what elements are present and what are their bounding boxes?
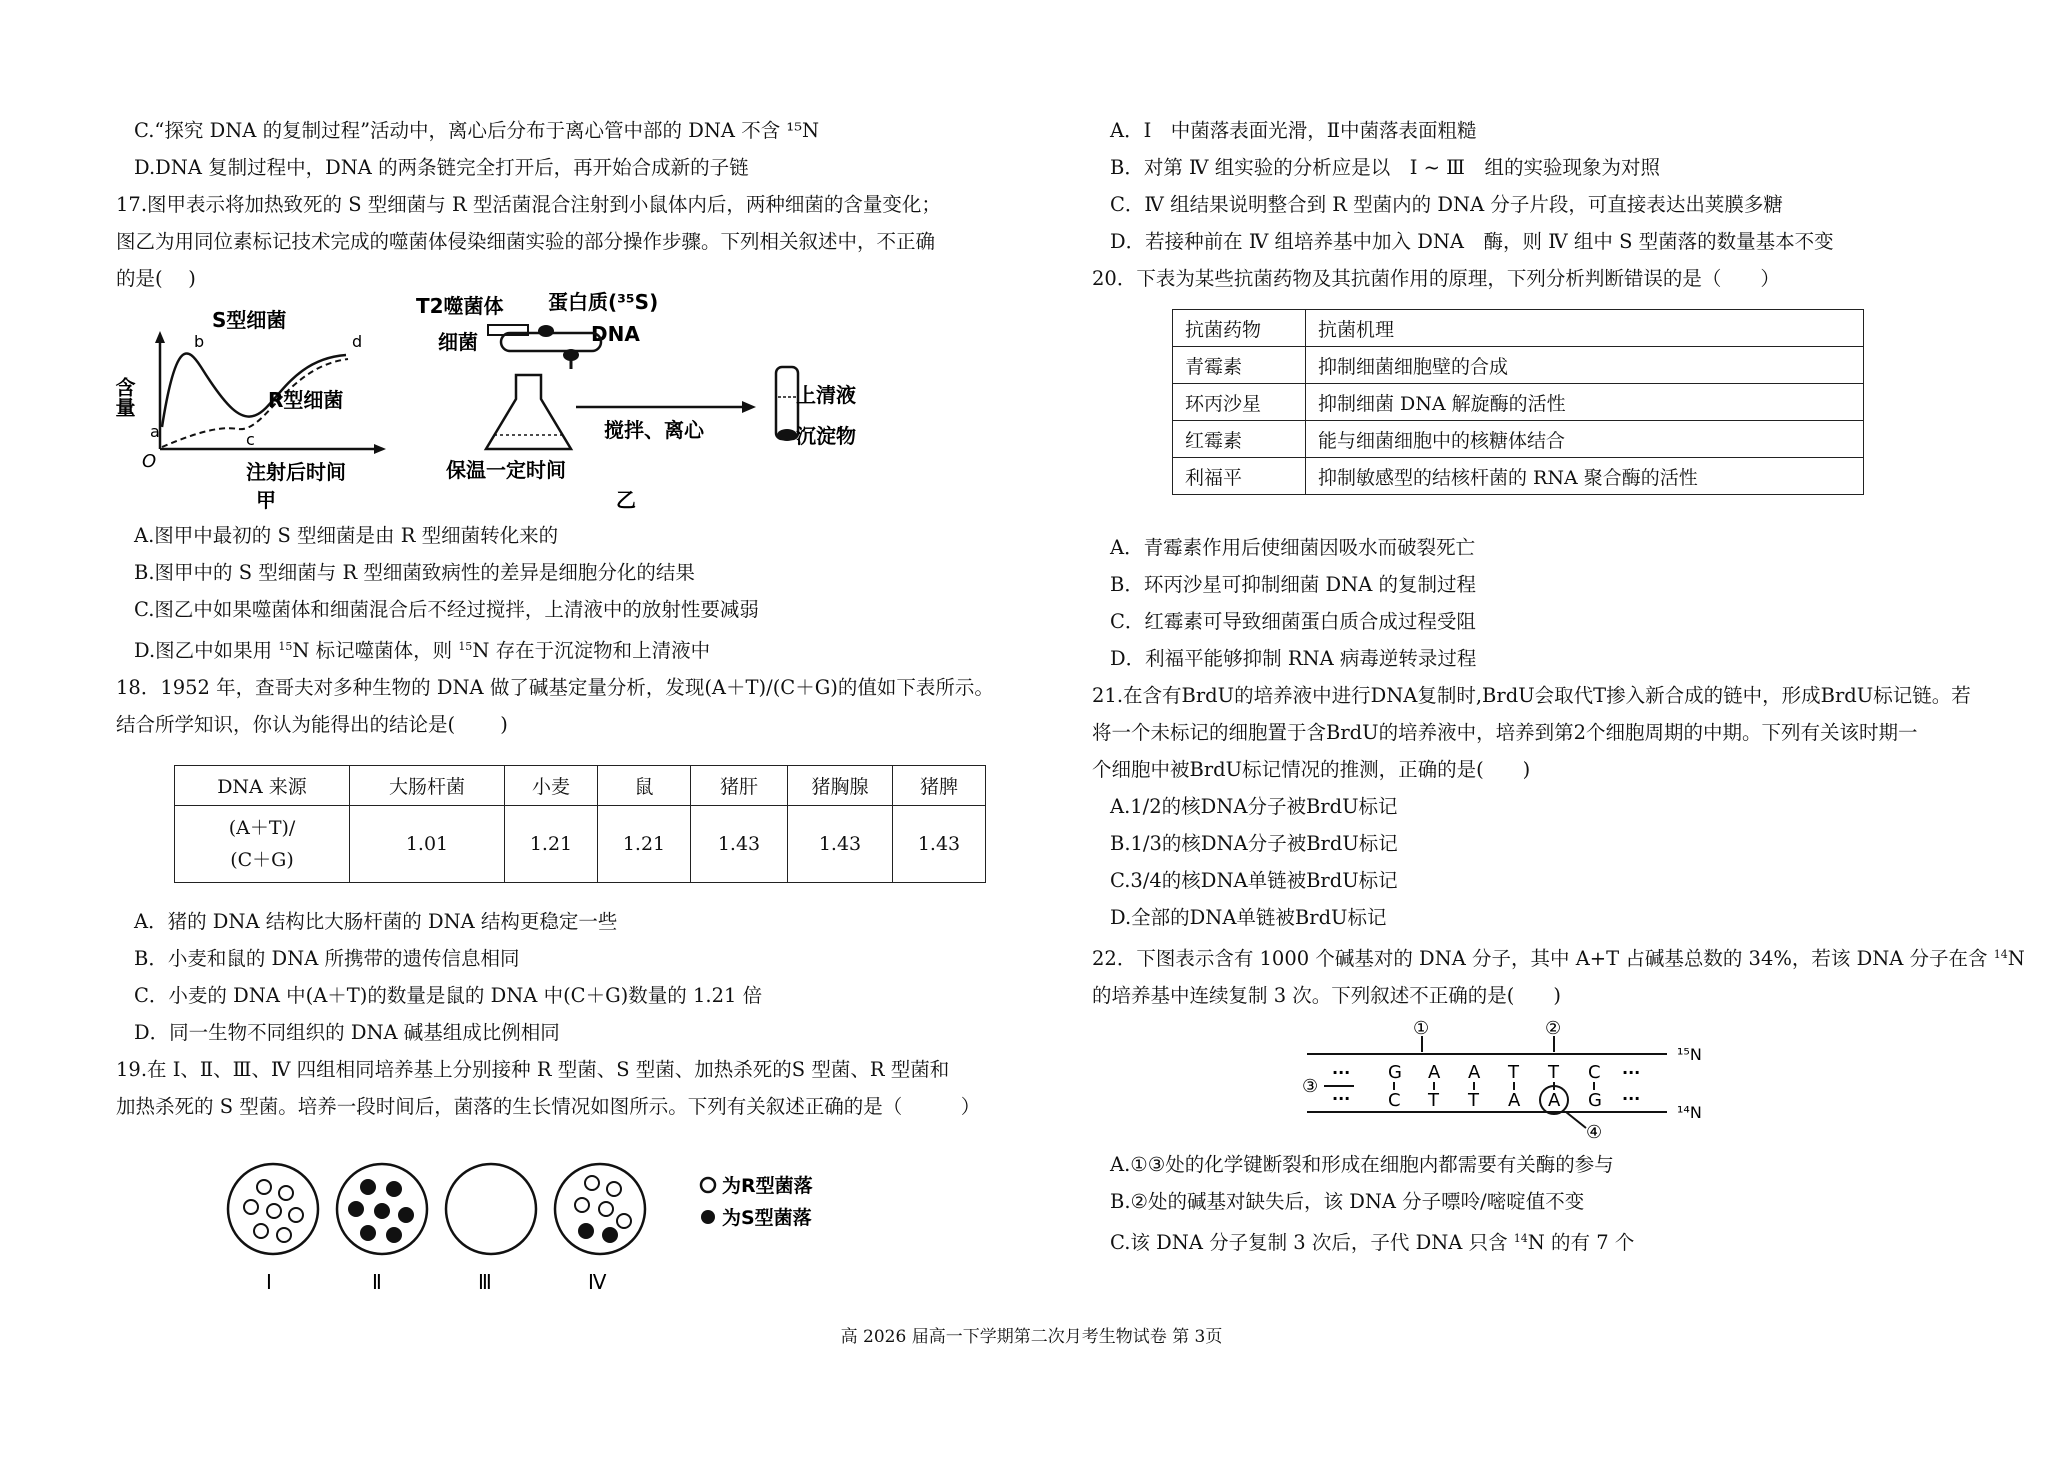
mark-3: ③: [1302, 1076, 1319, 1097]
s-colony: [348, 1201, 364, 1217]
q20-table: [1172, 309, 1864, 495]
bottom-bases: [1388, 1090, 1602, 1111]
right-column: [1092, 112, 2025, 1261]
q19-figure-svg: [116, 1159, 836, 1309]
legend-r-label: 为R型菌落: [722, 1175, 813, 1197]
plate-4-label: Ⅳ: [588, 1270, 607, 1294]
q17d-text-2: N 标记噬菌体，则: [292, 639, 459, 662]
base-bottom: T: [1468, 1090, 1479, 1111]
plate-1: [228, 1164, 318, 1294]
q20-cell: 红霉素: [1173, 421, 1306, 458]
base-top: G: [1388, 1062, 1402, 1083]
q18-row-label-1: (A＋T)/: [228, 817, 296, 839]
yi-phage-1: [538, 325, 554, 337]
q18-header-cell: 猪肝: [691, 766, 788, 806]
jia-r-label: R型细菌: [268, 388, 344, 412]
q18-header-cell: 猪脾: [893, 766, 986, 806]
q18-table: [174, 765, 986, 883]
r-colony: [254, 1224, 268, 1238]
strand-top-dots-end: ···: [1622, 1063, 1641, 1082]
q18-value-cell: 1.43: [788, 806, 893, 883]
q18-table-header: [175, 766, 986, 806]
q18-option-d: D．同一生物不同组织的 DNA 碱基组成比例相同: [134, 1021, 560, 1044]
q17-stem-2: 图乙为用同位素标记技术完成的噬菌体侵染细菌实验的部分操作步骤。下列相关叙述中，不正确: [116, 230, 936, 253]
q18-option-b: B．小麦和鼠的 DNA 所携带的遗传信息相同: [134, 947, 520, 970]
s-colony: [360, 1225, 376, 1241]
diagram-yi: [416, 290, 856, 512]
yi-protein-label: 蛋白质(³⁵S): [548, 290, 659, 314]
q18-stem-2: 结合所学知识，你认为能得出的结论是( ): [116, 713, 508, 736]
s-colony: [578, 1223, 594, 1239]
q22-option-a: A.①③处的化学键断裂和形成在细胞内都需要有关酶的参与: [1110, 1153, 1614, 1176]
r-colony: [607, 1182, 621, 1196]
q18-value-cell: 1.21: [598, 806, 691, 883]
legend-s-symbol: [701, 1210, 715, 1224]
base-top: T: [1508, 1062, 1519, 1083]
q21-option-c: C.3/4的核DNA单链被BrdU标记: [1110, 869, 1398, 892]
base-top: C: [1588, 1062, 1601, 1083]
q17-option-c: C.图乙中如果噬菌体和细菌混合后不经过搅拌，上清液中的放射性要减弱: [134, 598, 759, 621]
q20-table-row: [1173, 384, 1864, 421]
q22-option-b: B.②处的碱基对缺失后，该 DNA 分子嘌呤/嘧啶值不变: [1110, 1190, 1585, 1213]
label-15n: ¹⁵N: [1677, 1045, 1702, 1064]
q20-table-row: [1173, 421, 1864, 458]
q17d-sup-2: 15: [458, 640, 473, 653]
jia-y-arrow: [155, 331, 165, 343]
yi-phage-label: T2噬菌体: [416, 294, 504, 318]
q19-stem-1: 19.在 Ⅰ、Ⅱ、Ⅲ、Ⅳ 四组相同培养基上分别接种 R 型菌、S 型菌、加热杀死的S 型菌、R 型菌和: [116, 1058, 950, 1081]
q17-figure: [112, 290, 1016, 517]
r-colony: [289, 1208, 303, 1222]
q20-cell: 能与细菌细胞中的核糖体结合: [1306, 421, 1864, 458]
q18-option-c: C．小麦的 DNA 中(A＋T)的数量是鼠的 DNA 中(C＋G)数量的 1.21 倍: [134, 984, 763, 1007]
q20-table-row: [1173, 310, 1864, 347]
q18-row-label-2: (C＋G): [230, 849, 294, 871]
q17-option-b: B.图甲中的 S 型细菌与 R 型细菌致病性的差异是细胞分化的结果: [134, 561, 695, 584]
yi-caption: 乙: [616, 488, 636, 512]
q18-header-cell: 鼠: [598, 766, 691, 806]
q19-figure: [116, 1159, 1016, 1309]
legend-s-label: 为S型菌落: [722, 1207, 812, 1229]
plate-2-label: Ⅱ: [372, 1270, 382, 1294]
base-top: A: [1428, 1062, 1441, 1083]
q20-table-row: [1173, 458, 1864, 495]
jia-ylabel: 含量: [112, 377, 136, 417]
q17-figure-svg: [112, 290, 856, 517]
r-colony: [279, 1186, 293, 1200]
q22-figure-svg: [1092, 1018, 1992, 1146]
q20-option-b: B．环丙沙星可抑制细菌 DNA 的复制过程: [1110, 573, 1477, 596]
q21-option-b: B.1/3的核DNA分子被BrdU标记: [1110, 832, 1398, 855]
plate-1-label: Ⅰ: [266, 1270, 272, 1294]
yi-supernatant-label: 上清液: [796, 383, 856, 407]
mark-4-arrow: [1566, 1112, 1586, 1128]
strand-bottom-dots: ···: [1332, 1089, 1351, 1108]
plate-3: [446, 1164, 536, 1294]
q21-option-d: D.全部的DNA单链被BrdU标记: [1110, 906, 1387, 929]
jia-xlabel: 注射后时间: [246, 460, 346, 484]
graph-jia: [112, 308, 386, 512]
q20-table-row: [1173, 347, 1864, 384]
base-pair-bonds: [1394, 1082, 1594, 1090]
q17-stem-1: 17.图甲表示将加热致死的 S 型细菌与 R 型活菌混合注射到小鼠体内后，两种细菌的含量变化；: [116, 193, 941, 216]
base-top: A: [1468, 1062, 1481, 1083]
yi-tube: [776, 367, 798, 439]
r-colony: [599, 1202, 613, 1216]
q22c-text-1: C.该 DNA 分子复制 3 次后，子代 DNA 只含: [1110, 1231, 1514, 1254]
q21-stem-3: 个细胞中被BrdU标记情况的推测，正确的是( ): [1092, 758, 1531, 781]
label-14n: ¹⁴N: [1677, 1103, 1702, 1122]
left-column: [112, 112, 1016, 1309]
q20-cell: 抑制敏感型的结核杆菌的 RNA 聚合酶的活性: [1306, 458, 1864, 495]
q17d-text-1: D.图乙中如果用: [134, 639, 279, 662]
r-colony: [277, 1228, 291, 1242]
q17-stem-3: 的是( ): [116, 267, 196, 290]
yi-incubate-label: 保温一定时间: [446, 458, 566, 482]
point-c: c: [246, 430, 255, 449]
r-colony: [244, 1200, 258, 1214]
mark-4: ④: [1586, 1122, 1603, 1143]
base-bottom: T: [1428, 1090, 1439, 1111]
mark-2: ②: [1545, 1018, 1562, 1039]
q18-header-cell: 小麦: [505, 766, 598, 806]
plate-1-dish: [228, 1164, 318, 1254]
q17d-sup-1: 15: [278, 640, 293, 653]
s-colony: [398, 1207, 414, 1223]
q21-option-a: A.1/2的核DNA分子被BrdU标记: [1110, 795, 1398, 818]
q18-value-cell: 1.21: [505, 806, 598, 883]
yi-tube-pellet: [777, 429, 797, 441]
q18-row-label: [175, 806, 350, 883]
base-bottom: C: [1388, 1090, 1401, 1111]
q17-option-a: A.图甲中最初的 S 型细菌是由 R 型细菌转化来的: [134, 524, 559, 547]
q20-option-d: D．利福平能够抑制 RNA 病毒逆转录过程: [1110, 647, 1477, 670]
q19-option-b: B．对第 Ⅳ 组实验的分析应是以 Ⅰ ~ Ⅲ 组的实验现象为对照: [1110, 156, 1660, 179]
jia-origin: O: [142, 451, 157, 472]
q20-cell: 青霉素: [1173, 347, 1306, 384]
s-colony: [386, 1227, 402, 1243]
yi-stir-label: 搅拌、离心: [604, 418, 704, 442]
q20-cell: 抑制细菌细胞壁的合成: [1306, 347, 1864, 384]
point-b: b: [194, 332, 205, 351]
mark-1: ①: [1413, 1018, 1430, 1039]
s-colony: [360, 1179, 376, 1195]
q19-option-c: C．Ⅳ 组结果说明整合到 R 型菌内的 DNA 分子片段，可直接表达出荚膜多糖: [1110, 193, 1783, 216]
q20-cell: 抑制细菌 DNA 解旋酶的活性: [1306, 384, 1864, 421]
page-footer: 高 2026 届高一下学期第二次月考生物试卷 第 3页: [840, 1327, 1223, 1347]
s-colony: [602, 1227, 618, 1243]
q18-stem-1: 18．1952 年，查哥夫对多种生物的 DNA 做了碱基定量分析，发现(A＋T)/(C＋G)的值如下表所示。: [116, 676, 994, 699]
q22-stem-1: [1092, 936, 2025, 977]
strand-bottom-dots-end: ···: [1622, 1089, 1641, 1108]
plate-3-dish: [446, 1164, 536, 1254]
s-colony: [386, 1181, 402, 1197]
q19-stem-2: 加热杀死的 S 型菌。培养一段时间后，菌落的生长情况如图所示。下列有关叙述正确的是（ ）: [116, 1095, 981, 1118]
yi-sediment-label: 沉淀物: [796, 424, 856, 448]
point-d: d: [352, 332, 363, 351]
jia-x-arrow: [374, 444, 386, 454]
q22-stem-text-end: N: [2007, 947, 2025, 970]
jia-caption: 甲: [256, 488, 276, 512]
q18-value-cell: 1.43: [691, 806, 788, 883]
q22-stem-2: 的培养基中连续复制 3 次。下列叙述不正确的是( ): [1092, 984, 1562, 1007]
q18-value-cell: 1.43: [893, 806, 986, 883]
base-bottom: G: [1588, 1090, 1602, 1111]
yi-flask: [486, 375, 571, 449]
q22-option-c: [1092, 1220, 1992, 1261]
q22c-text-2: N 的有 7 个: [1527, 1231, 1635, 1254]
r-colony: [585, 1176, 599, 1190]
base-bottom: A: [1548, 1090, 1561, 1111]
q20-cell: 环丙沙星: [1173, 384, 1306, 421]
q17d-text-3: N 存在于沉淀物和上清液中: [472, 639, 711, 662]
q18-table-row: [175, 806, 986, 883]
q22-stem-text: 22．下图表示含有 1000 个碱基对的 DNA 分子，其中 A+T 占碱基总数的 34%，若该 DNA 分子在含: [1092, 947, 1994, 970]
q18-option-a: A．猪的 DNA 结构比大肠杆菌的 DNA 结构更稳定一些: [134, 910, 618, 933]
q20-cell: 利福平: [1173, 458, 1306, 495]
q22-figure: [1092, 1018, 1992, 1146]
q22-stem-sup: 14: [1993, 948, 2008, 961]
yi-dna-label: DNA: [591, 322, 640, 346]
yi-bacteria-label: 细菌: [438, 330, 478, 354]
q16-option-c: C.“探究 DNA 的复制过程”活动中，离心后分布于离心管中部的 DNA 不含 ¹⁵N: [134, 119, 820, 142]
q20-option-a: A．青霉素作用后使细菌因吸水而破裂死亡: [1110, 536, 1476, 559]
q20-cell: 抗菌机理: [1306, 310, 1864, 347]
top-bases: [1388, 1062, 1601, 1083]
q20-cell: 抗菌药物: [1173, 310, 1306, 347]
q18-value-cell: 1.01: [350, 806, 505, 883]
base-top: T: [1548, 1062, 1559, 1083]
yi-arrow-head: [742, 401, 756, 413]
s-colony: [374, 1203, 390, 1219]
jia-s-label: S型细菌: [212, 308, 287, 332]
r-colony: [257, 1180, 271, 1194]
q19-option-a: A．Ⅰ 中菌落表面光滑，Ⅱ中菌落表面粗糙: [1110, 119, 1477, 142]
q20-stem: 20．下表为某些抗菌药物及其抗菌作用的原理，下列分析判断错误的是（ ）: [1092, 267, 1780, 290]
q18-header-cell: 大肠杆菌: [350, 766, 505, 806]
legend-r-symbol: [701, 1178, 715, 1192]
plate-4: [555, 1164, 645, 1294]
q20-option-c: C．红霉素可导致细菌蛋白质合成过程受阻: [1110, 610, 1476, 633]
plate-legend: [701, 1174, 813, 1229]
strand-top-dots: ···: [1332, 1063, 1351, 1082]
point-a: a: [150, 422, 160, 441]
q16-option-d: D.DNA 复制过程中，DNA 的两条链完全打开后，再开始合成新的子链: [134, 156, 749, 179]
plate-3-label: Ⅲ: [478, 1270, 492, 1294]
base-bottom: A: [1508, 1090, 1521, 1111]
q18-header-cell: DNA 来源: [175, 766, 350, 806]
q22c-sup: 14: [1513, 1232, 1528, 1245]
q19-option-d: D．若接种前在 Ⅳ 组培养基中加入 DNA 酶，则 Ⅳ 组中 S 型菌落的数量基本不变: [1110, 230, 1834, 253]
r-colony: [617, 1214, 631, 1228]
r-colony: [267, 1204, 281, 1218]
plate-2: [337, 1164, 427, 1294]
q21-stem-1: 21.在含有BrdU的培养液中进行DNA复制时,BrdU会取代T掺入新合成的链中，形成BrdU标记链。若: [1092, 684, 1971, 707]
q18-header-cell: 猪胸腺: [788, 766, 893, 806]
q17-option-d: [116, 628, 1016, 669]
q21-stem-2: 将一个未标记的细胞置于含BrdU的培养液中，培养到第2个细胞周期的中期。下列有关该时期一: [1092, 721, 1918, 744]
r-colony: [575, 1198, 589, 1212]
